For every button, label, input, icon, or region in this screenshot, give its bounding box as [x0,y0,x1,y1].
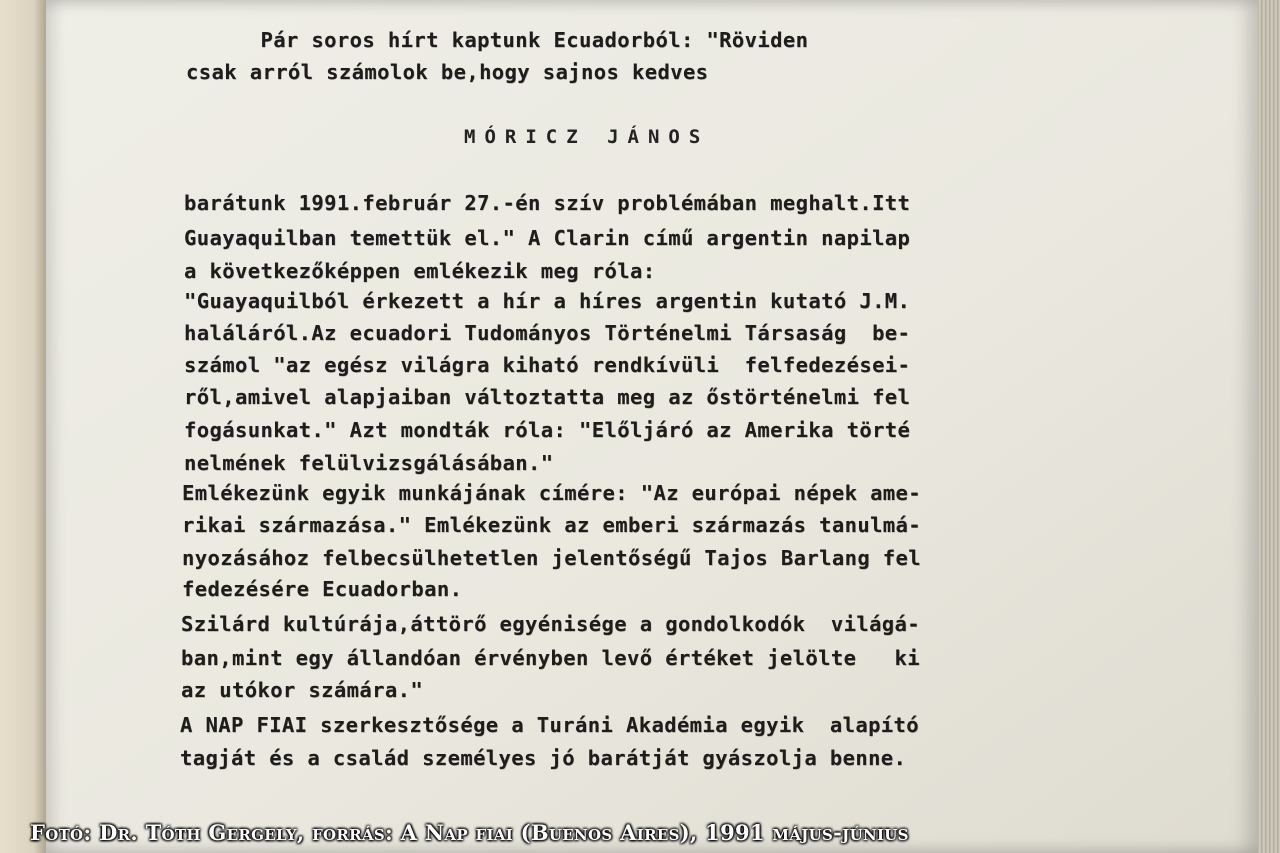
body-line-18: tagját és a család személyes jó barátját gyászolja benne. [180,746,907,770]
name-heading: MÓRICZ JÁNOS [464,126,710,148]
body-line-14: Szilárd kultúrája,áttörő egyénisége a gondolkodók világá- [181,612,921,636]
body-line-10: Emlékezünk egyik munkájának címére: "Az európai népek ame- [182,481,922,505]
body-line-13: fedezésére Ecuadorban. [182,577,463,601]
intro-line-2: csak arról számolok be,hogy sajnos kedves [186,60,709,84]
photo-caption: Fotó: Dr. Tóth Gergely, forrás: A Nap fiai (Buenos Aires), 1991 május-június [30,820,909,845]
body-line-16: az utókor számára." [181,678,424,702]
body-line-15: ban,mint egy állandóan érvényben levő értéket jelölte ki [181,646,921,670]
intro-line-1: Pár soros hírt kaptunk Ecuadorból: "Röviden [184,28,809,52]
body-line-12: nyozásához felbecsülhetetlen jelentőségű Tajos Barlang fel [182,546,922,570]
body-line-8: fogásunkat." Azt mondták róla: "Előljáró az Amerika törté [184,418,911,442]
body-line-17: A NAP FIAI szerkesztősége a Turáni Akadémia egyik alapító [180,713,920,737]
page-edges [1258,0,1280,853]
body-line-3: a következőképpen emlékezik meg róla: [184,259,656,283]
body-line-6: számol "az egész világra kiható rendkívüli felfedezései- [184,353,911,377]
body-line-4: "Guayaquilból érkezett a hír a híres argentin kutató J.M. [184,289,911,313]
body-line-7: ről,amivel alapjaiban változtatta meg az őstörténelmi fel [184,385,911,409]
body-line-1: barátunk 1991.február 27.-én szív problémában meghalt.Itt [184,191,911,215]
body-line-2: Guayaquilban temettük el." A Clarin című argentin napilap [184,226,911,250]
book-gutter [0,0,48,853]
body-line-11: rikai származása." Emlékezünk az emberi származás tanulmá- [182,513,922,537]
body-line-5: haláláról.Az ecuadori Tudományos Történelmi Társaság be- [184,321,911,345]
body-line-9: nelmének felülvizsgálásában." [184,451,554,475]
